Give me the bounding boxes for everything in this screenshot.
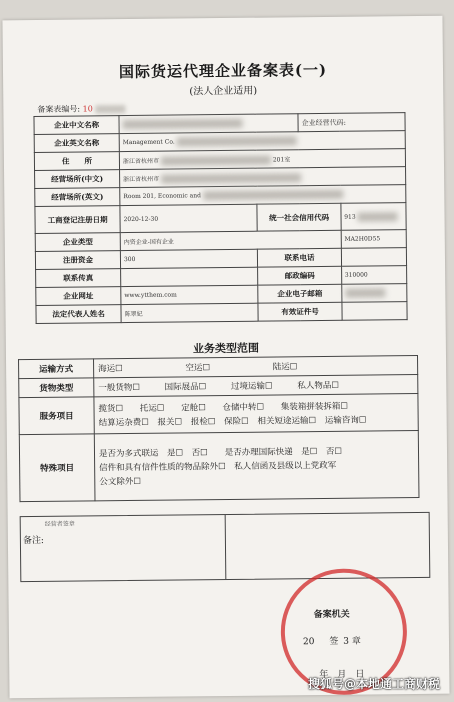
fax-label: 联系传真 [36, 269, 121, 288]
sohu-watermark: 搜狐号@本地通工商财税 [307, 677, 440, 691]
service-short-haul[interactable]: 相关短途运输☐ [257, 416, 317, 427]
id-value [342, 302, 408, 321]
business-scope-table [18, 355, 419, 502]
cargo-general[interactable]: 一般货物☐ [98, 382, 140, 394]
special-line-1[interactable]: 是否为多式联运 是☐ 否☐ 是否办理国际快递 是☐ 否☐ [98, 446, 343, 460]
record-number-value: 10 [82, 104, 93, 114]
cn-name-label: 企业中文名称 [34, 116, 119, 135]
service-warehouse[interactable]: 仓储中转☐ [222, 402, 265, 414]
phone-value [341, 248, 407, 267]
remarks-label: 备注: [22, 535, 45, 547]
signature-label: 经营者签章 [44, 520, 75, 528]
en-name-text: Management Co. [122, 138, 175, 147]
service-container[interactable]: 集装箱拼装拆箱☐ [280, 401, 349, 413]
zip-value: 310000 [341, 266, 407, 285]
service-consult[interactable]: 运输咨询☐ [324, 415, 367, 426]
capital-value: 300 [120, 249, 258, 268]
stamp-num: 3 [343, 636, 349, 647]
scope-title: 业务类型范围 [192, 341, 259, 356]
type-label: 企业类型 [35, 233, 120, 252]
code-label: 企业经营代码: [301, 118, 346, 127]
transport-sea[interactable]: 海运☐ [98, 364, 123, 375]
stamp-ymd: 年 月 日 [319, 669, 365, 681]
cargo-transit[interactable]: 过境运输☐ [230, 381, 273, 392]
form-title: 国际货运代理企业备案表(一) [118, 60, 328, 82]
special-label: 特殊项目 [19, 434, 95, 502]
service-line-2 [99, 413, 414, 428]
service-insurance[interactable]: 保险☐ [224, 416, 249, 428]
record-number [37, 103, 125, 115]
zip-label: 邮政编码 [258, 266, 341, 285]
rep-label: 法定代表人姓名 [36, 305, 121, 324]
redaction-blur [161, 173, 301, 183]
stamp-seal-char: 章 [351, 636, 361, 647]
credit-code-value [341, 203, 407, 231]
rep-value: 陈翠妃 [121, 303, 259, 322]
service-consign[interactable]: 托运☐ [139, 403, 165, 414]
credit-code-text: 913 [344, 213, 356, 221]
service-customs[interactable]: 报关☐ [157, 417, 183, 428]
web-label: 企业网址 [36, 287, 121, 306]
biz-cn-label: 经营场所(中文) [35, 170, 120, 189]
cargo-personal[interactable]: 私人物品☐ [297, 380, 339, 392]
transport-air[interactable]: 空运☐ [185, 363, 211, 374]
residence-label: 住 所 [34, 152, 119, 171]
service-inspection[interactable]: 报检☐ [190, 417, 216, 428]
redaction-blur [123, 119, 243, 129]
biz-en-label: 经营场所(英文) [35, 188, 120, 207]
special-line-3[interactable]: 公文除外☐ [99, 476, 141, 488]
biz-cn-text: 浙江省杭州市 [123, 175, 160, 183]
redaction-blur [177, 136, 297, 146]
id-label: 有效证件号 [258, 302, 341, 321]
biz-en-text: Room 201, Economic and [123, 192, 201, 201]
service-line-1 [98, 399, 413, 414]
en-name-label: 企业英文名称 [34, 134, 119, 153]
form-subtitle: (法人企业适用) [189, 85, 258, 98]
service-settlement[interactable]: 结算运杂费☐ [98, 417, 149, 429]
cn-name-value [119, 114, 298, 134]
redaction-blur [95, 105, 125, 113]
redaction-blur [161, 155, 271, 165]
phone-label: 联系电话 [258, 248, 341, 267]
reg-date-label: 工商登记注册日期 [35, 206, 120, 234]
stamp-date-line [303, 634, 361, 648]
type-code: MA2H0D55 [341, 230, 407, 249]
stamp-seal-word: 签 [329, 636, 339, 647]
credit-code-label: 统一社会信用代码 [257, 203, 341, 231]
signature-box [20, 512, 431, 582]
residence-tail: 201室 [272, 155, 291, 163]
reg-date-value: 2020-12-30 [120, 204, 258, 232]
service-label: 服务项目 [19, 397, 94, 435]
service-solicit[interactable]: 揽货☐ [98, 404, 124, 415]
capital-label: 注册资金 [35, 251, 120, 270]
cargo-label: 货物类型 [19, 378, 94, 398]
filing-authority: 备案机关 [313, 609, 350, 621]
divider [225, 515, 227, 579]
service-options [94, 393, 418, 433]
redaction-blur [345, 288, 385, 297]
residence-text: 浙江省杭州市 [122, 157, 159, 165]
service-booking[interactable]: 定舱☐ [181, 403, 206, 414]
stamp-date-prefix: 20 [302, 637, 315, 648]
transport-land[interactable]: 陆运☐ [272, 362, 298, 373]
special-line-2[interactable]: 信件和具有信件性质的物品除外☐ 私人信函及县级以上党政军 [99, 460, 337, 474]
record-number-label: 备案表编号: [37, 104, 81, 114]
transport-label: 运输方式 [19, 359, 94, 379]
cargo-exhibits[interactable]: 国际展品☐ [164, 382, 207, 393]
special-options [94, 430, 419, 500]
document-paper [2, 16, 449, 699]
email-label: 企业电子邮箱 [258, 284, 341, 303]
enterprise-info-table [33, 112, 407, 324]
web-value: www.ytthem.com [121, 285, 259, 304]
fax-value [121, 267, 259, 286]
type-value: 内资企业-国有企业 [120, 230, 341, 250]
code-cell [298, 113, 405, 132]
email-value [341, 284, 407, 303]
redaction-blur [358, 212, 398, 221]
redaction-blur [203, 190, 343, 200]
